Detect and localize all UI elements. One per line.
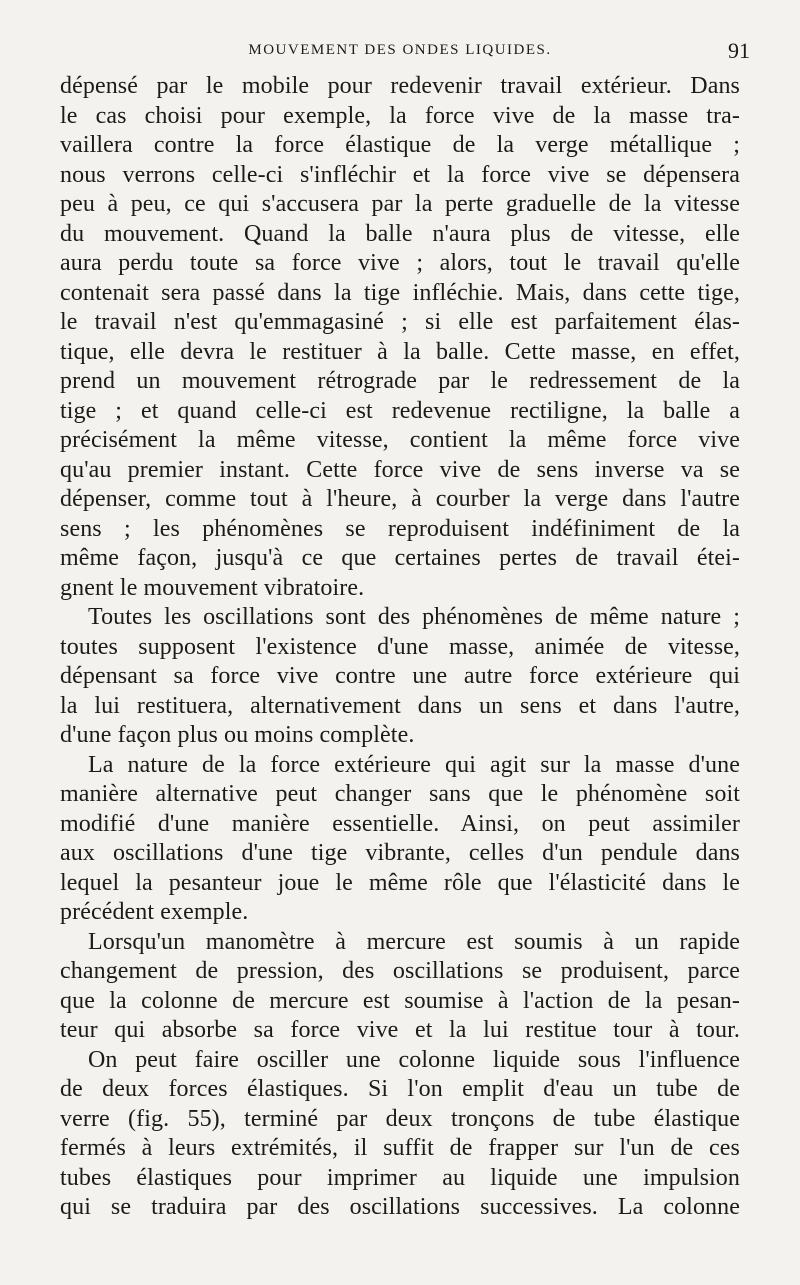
text-line: même façon, jusqu'à ce que certaines pertes de travail étei- <box>60 545 740 571</box>
text-line: que la colonne de mercure est soumise à l'action de la pesan- <box>60 987 740 1014</box>
text-line: prend un mouvement rétrograde par le redressement de la <box>60 368 740 394</box>
page-number: 91 <box>728 38 750 63</box>
text-line: fermés à leurs extrémités, il suffit de frapper sur l'un de ces <box>60 1135 740 1161</box>
paragraph-3 <box>60 751 740 928</box>
paragraph-1 <box>60 72 740 603</box>
text-line: tubes élastiques pour imprimer au liquide une impulsion <box>60 1164 740 1191</box>
page-header <box>60 38 750 68</box>
text-line: dépensant sa force vive contre une autre force extérieure qui <box>60 663 740 689</box>
text-line: peu à peu, ce qui s'accusera par la perte graduelle de la vitesse <box>60 191 740 217</box>
text-line: d'une façon plus ou moins complète. <box>60 722 415 748</box>
text-line: qui se traduira par des oscillations successives. La colonne <box>60 1194 740 1220</box>
paragraph-5 <box>60 1046 740 1223</box>
text-line: gnent le mouvement vibratoire. <box>60 574 365 601</box>
text-line: du mouvement. Quand la balle n'aura plus de vitesse, elle <box>60 220 740 247</box>
text-line: On peut faire osciller une colonne liquide sous l'influence <box>88 1046 740 1073</box>
text-line: précisément la même vitesse, contient la même force vive <box>60 427 740 453</box>
paragraph-4 <box>60 928 740 1046</box>
running-title: MOUVEMENT DES ONDES LIQUIDES. <box>248 42 552 58</box>
text-line: changement de pression, des oscillations se produisent, parce <box>60 958 740 984</box>
text-line: teur qui absorbe sa force vive et la lui restitue tour à tour. <box>60 1017 740 1043</box>
text-line: vaillera contre la force élastique de la verge métallique ; <box>60 132 740 158</box>
text-line: toutes supposent l'existence d'une masse, animée de vitesse, <box>60 633 740 660</box>
text-line: modifié d'une manière essentielle. Ainsi, on peut assimiler <box>60 810 740 837</box>
text-line: aura perdu toute sa force vive ; alors, tout le travail qu'elle <box>60 250 740 276</box>
paragraph-2 <box>60 603 740 751</box>
text-line: Lorsqu'un manomètre à mercure est soumis à un rapide <box>88 928 740 955</box>
text-line: nous verrons celle-ci s'infléchir et la force vive se dépensera <box>60 161 740 188</box>
text-line: tique, elle devra le restituer à la balle. Cette masse, en effet, <box>60 338 740 365</box>
text-line: lequel la pesanteur joue le même rôle que l'élasticité dans le <box>60 869 740 896</box>
text-line: aux oscillations d'une tige vibrante, celles d'un pendule dans <box>60 840 740 866</box>
text-line: dépensé par le mobile pour redevenir travail extérieur. Dans <box>60 73 740 99</box>
text-line: dépenser, comme tout à l'heure, à courber la verge dans l'autre <box>60 486 740 512</box>
text-line: verre (fig. 55), terminé par deux tronçons de tube élastique <box>60 1105 740 1132</box>
text-line: contenait sera passé dans la tige infléchie. Mais, dans cette tige, <box>60 279 740 306</box>
text-line: manière alternative peut changer sans que le phénomène soit <box>60 781 740 807</box>
text-line: précédent exemple. <box>60 899 249 925</box>
text-line: La nature de la force extérieure qui agit sur la masse d'une <box>88 751 740 778</box>
text-line: sens ; les phénomènes se reproduisent indéfiniment de la <box>60 515 740 542</box>
text-line: le travail n'est qu'emmagasiné ; si elle est parfaitement élas- <box>60 309 740 335</box>
text-line: tige ; et quand celle-ci est redevenue rectiligne, la balle a <box>60 397 740 424</box>
text-line: la lui restituera, alternativement dans un sens et dans l'autre, <box>60 692 740 719</box>
text-line: de deux forces élastiques. Si l'on emplit d'eau un tube de <box>60 1076 740 1102</box>
page-body <box>60 72 740 1223</box>
text-line: qu'au premier instant. Cette force vive de sens inverse va se <box>60 456 740 483</box>
text-line: le cas choisi pour exemple, la force vive de la masse tra- <box>60 102 740 129</box>
text-line: Toutes les oscillations sont des phénomènes de même nature ; <box>88 604 740 630</box>
